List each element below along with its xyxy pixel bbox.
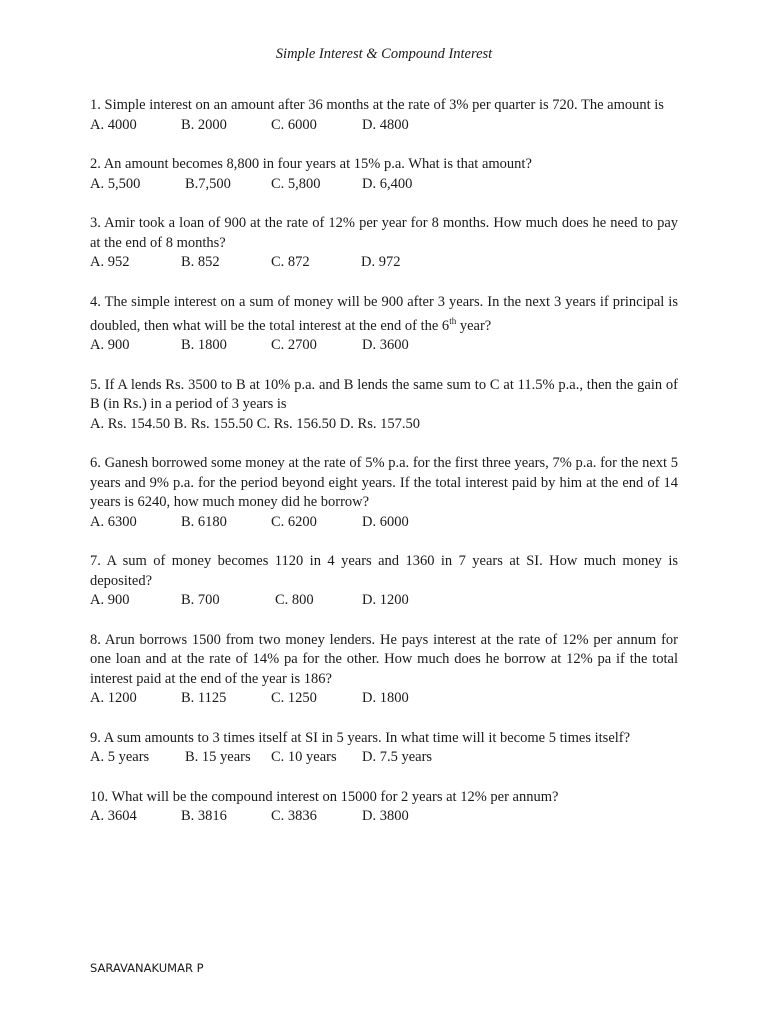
document-title: Simple Interest & Compound Interest: [275, 46, 493, 62]
option-c: C. 3836: [271, 808, 317, 825]
question-2: [90, 155, 678, 194]
question-5: [90, 376, 678, 435]
question-body: Arun borrows 1500 from two money lenders. He pays interest at the rate of 12% per annum for one loan and at the rate of 14% pa for the other. How much does he borrow at 12% pa if the total interest paid at the end of the year is 186?: [90, 631, 678, 687]
option-c: C. 10 years: [271, 749, 337, 766]
question-8: [90, 631, 678, 709]
question-6: [90, 454, 678, 532]
option-row: [90, 807, 678, 827]
option-row: [90, 513, 678, 533]
question-number: 8.: [90, 631, 101, 648]
option-a: A. 5 years: [90, 749, 150, 766]
option-a: A. Rs. 154.50: [90, 415, 171, 432]
option-c: C. 2700: [271, 337, 317, 354]
question-7: [90, 552, 678, 611]
question-text: [90, 729, 678, 749]
question-number: 1.: [90, 97, 101, 113]
option-row: [90, 415, 678, 435]
option-a: A. 3604: [90, 808, 137, 825]
question-10: [90, 788, 678, 827]
option-d: D. 1800: [362, 690, 409, 707]
option-a: A. 900: [90, 592, 130, 609]
question-number: 7.: [90, 553, 101, 570]
option-b: B. 6180: [181, 513, 227, 530]
option-a: A. 5,500: [90, 175, 141, 192]
option-row: [90, 175, 678, 195]
option-b: B. Rs. 155.50: [173, 415, 254, 432]
option-c: C. 872: [271, 254, 310, 270]
option-a: A. 1200: [90, 690, 137, 707]
question-number: 10.: [90, 788, 109, 805]
superscript: th: [449, 316, 457, 326]
option-b: B. 700: [181, 592, 220, 609]
question-text: [90, 788, 678, 808]
question-text: [90, 376, 678, 415]
option-row: [90, 116, 678, 136]
question-number: 4.: [90, 293, 101, 310]
question-text: [90, 293, 678, 337]
option-b: B.7,500: [185, 175, 231, 192]
option-row: [90, 748, 678, 768]
question-text: [90, 454, 678, 513]
option-b: B. 3816: [181, 808, 227, 825]
question-number: 6.: [90, 455, 101, 472]
option-a: A. 4000: [90, 116, 137, 133]
question-body: A sum amounts to 3 times itself at SI in 5 years. In what time will it become 5 times itself?: [103, 729, 631, 746]
option-a: A. 900: [90, 337, 130, 354]
question-body: Amir took a loan of 900 at the rate of 12% per year for 8 months. How much does he need to pay at the end of 8 months?: [90, 215, 679, 251]
option-d: D. 4800: [362, 116, 409, 133]
question-3: [90, 214, 678, 273]
option-d: D. 972: [361, 254, 401, 270]
question-1: [90, 96, 678, 135]
option-b: B. 15 years: [185, 749, 251, 766]
question-text: [90, 155, 678, 175]
question-body: If A lends Rs. 3500 to B at 10% p.a. and B lends the same sum to C at 11.5% p.a., then the gain of B (in Rs.) in a period of 3 years is: [90, 376, 678, 413]
option-b: B. 1800: [181, 337, 227, 354]
option-c: C. 5,800: [271, 175, 321, 192]
option-row: [90, 253, 678, 273]
question-text: [90, 214, 678, 253]
question-body-end: year?: [456, 317, 492, 334]
option-b: B. 1125: [181, 690, 227, 707]
option-b: B. 2000: [181, 116, 227, 133]
option-a: A. 6300: [90, 513, 137, 530]
option-a: A. 952: [90, 254, 130, 270]
option-d: D. 1200: [362, 592, 409, 609]
question-body: What will be the compound interest on 15000 for 2 years at 12% per annum?: [111, 788, 559, 805]
option-row: [90, 591, 678, 611]
option-d: D. 6000: [362, 513, 409, 530]
option-row: [90, 336, 678, 356]
question-number: 9.: [90, 729, 101, 746]
option-c: C. 1250: [271, 690, 317, 707]
question-number: 2.: [90, 156, 101, 172]
author-footer: SARAVANAKUMAR P: [90, 961, 204, 975]
question-4: [90, 293, 678, 356]
option-d: D. 3600: [362, 337, 409, 354]
option-c: C. 6000: [271, 116, 317, 133]
question-number: 5.: [90, 376, 101, 393]
question-body: The simple interest on a sum of money will be 900 after 3 years. In the next 3 years if principal is doubled, then what will be the total interest at the end of the 6: [90, 293, 678, 334]
question-body: Simple interest on an amount after 36 months at the rate of 3% per quarter is 720. The amount is: [104, 97, 664, 113]
option-c: C. Rs. 156.50: [256, 415, 337, 432]
question-body: Ganesh borrowed some money at the rate of 5% p.a. for the first three years, 7% p.a. for the next 5 years and 9% p.a. for the period beyond eight years. If the total interest paid by him at the end of 14 years is 6240, how much money did he borrow?: [90, 455, 679, 511]
option-b: B. 852: [181, 254, 220, 270]
option-c: C. 6200: [271, 513, 317, 530]
option-c: C. 800: [275, 592, 314, 609]
option-d: D. 3800: [362, 808, 409, 825]
option-row: [90, 689, 678, 709]
option-d: D. Rs. 157.50: [339, 415, 420, 432]
question-text: [90, 552, 678, 591]
question-body: An amount becomes 8,800 in four years at 15% p.a. What is that amount?: [103, 156, 532, 172]
question-text: [90, 631, 678, 690]
option-d: D. 6,400: [362, 175, 413, 192]
question-body: A sum of money becomes 1120 in 4 years and 1360 in 7 years at SI. How much money is deposited?: [90, 553, 679, 589]
question-list: [90, 96, 678, 847]
question-text: [90, 96, 678, 116]
question-number: 3.: [90, 215, 101, 231]
option-d: D. 7.5 years: [362, 749, 433, 766]
question-9: [90, 729, 678, 768]
